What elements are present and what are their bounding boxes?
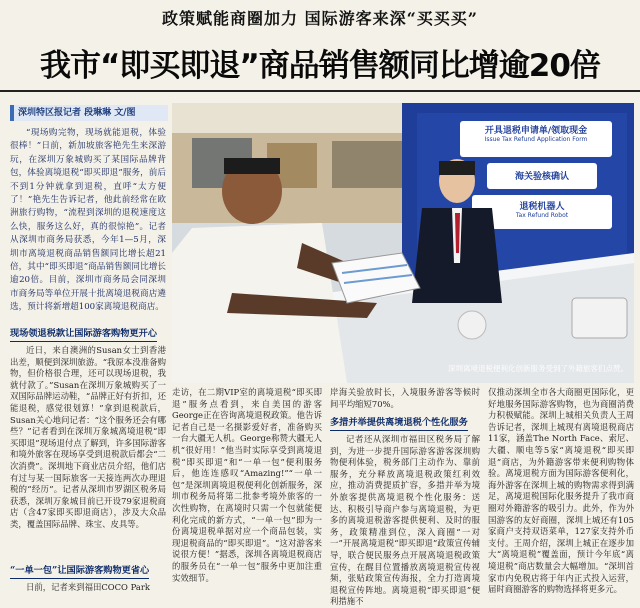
column-three-intro: 岸海关验放时长，入境服务游客等候时间平均缩短70%。 xyxy=(330,387,480,409)
photo-caption: 深圳离境退税便利化创新服务受到了外籍旅客们点赞。 xyxy=(448,364,628,373)
lead-paragraph: “現场购完物，现场就能退税，体验很棒！”日前，新加坡旅客艳先生来深游玩，在深圳万象城购买了某国际品牌背包，体验离境退税“即买即退”服务，前后不到1分钟就拿到退税，直呼“太方便了！”艳先生告诉记者，他此前经常在欧洲旅行购物，“流程到深圳的退税速度这么快，服务这么好，真的很惊艳”。记者从深圳市商务局获悉，今年1—5月，深圳市离境退税商品销售额同比增长超21倍，其中“即买即退”商品销售额同比增长逾20倍。目前，深圳市商务局会同深圳市商务局等单位开展十批离境退税商店遴选，预计将新增超100家离境退税商店。 xyxy=(10,128,166,313)
photo-illustration xyxy=(172,103,634,383)
headline: 我市“即买即退”商品销售额同比增逾20倍 xyxy=(40,48,600,84)
photo-sign-robot: 退税机器人 Tax Refund Robot xyxy=(515,202,569,219)
section-text-one-bag: 日前，记者来到福田COCO Park xyxy=(26,582,150,592)
section-title-refund: 现场领退税款让国际游客购物更开心 xyxy=(10,327,157,342)
column-three-text: 记者还从深圳市福田区税务局了解到，为进一步提升国际游客游客深圳购物便利体验，税务部门主动作为、靠前服务，充分释放离境退税政策红利效应，推动消费提质扩容，多措并举为境外旅客提供离境退税个性化服务：送达、积极引导商户参与离境退税，为更多的离境退税游客提供便利、及时的服务，政策精准到位，深入商圈“一对一”开展离境退税“即买即退”政策宣传辅导，联合便民服务点开展离境退税政策宣传，在醒目位置播放离境退税宣传视频，张贴政策宣传海报，全力打造离境退税宣传阵地。离境退税“即买即退”便利措施不 xyxy=(330,434,480,607)
section-title-personalized: 多措并举提供离境退税个性化服务 xyxy=(330,416,468,431)
news-photo xyxy=(172,103,634,383)
headline-rule xyxy=(0,90,640,92)
byline: 深圳特区报记者 段琳琳 文/图 xyxy=(10,105,168,121)
photo-sign-refund: 开具退税申请单/领取现金 Issue Tax Refund Application Form xyxy=(484,126,588,143)
column-two-text: 走访，在二期VIP室的离境退税“即买即退”服务点看到，来自美国的游客George正在咨询离境退税政策。他告诉记者自己是一名摄影爱好者，准备购买一台大疆无人机。George称赞大疆无人机“很好用！”他当时实际享受到离境退税“即买即退”和“一单一包”便利服务后，他连连感叹“Amazing!”“一单一包”是深圳离境退税便利化创新服务，深圳市税务局将第二批参考境外旅客的一次性购物，在离境时只需一个包就能便利化完成的新方式，“一单一包”即为一份离境退税单据对应一个商品包装，实现退税商品的“即买即退”。“这对游客来说很方便！”据悉，深圳各离境退税商店的服务员在“一单一包”服务中更加注重实效细节。 xyxy=(172,387,322,583)
kicker: 政策赋能商圈加力 国际游客来深“买买买” xyxy=(162,9,478,28)
column-four-text: 仅推动深圳全市各大商圈更国际化，更好地服务国际游客购物，也为商圈消费力积极赋能。深圳上城相关负责人王周告诉记者，深圳上城现有离境退税商店11家，涵盖The North Face、索尼、大疆、顺电等5家“离境退税“即买即退”商店，为外籍游客带来便利购物体验。离境退税方面为国际游客便利化，海外游客在深圳上城的购物需求得到满足，离境退税国际化服务提升了我市商圈对外籍游客的吸引力。此外，作为外国游客的友好商圈，深圳上城还有105家商户支持双语菜单，127家支持外币支付。王周介绍，深圳上城正在逐步加大“离境退税”覆盖面，预计今年底“离境退税”商店数量会大幅增加。“深圳首家市内免税店将于年内正式投入运营，届时商圈游客的购物选择将更多元。 xyxy=(488,387,634,595)
section-title-one-bag: “一单一包”让国际游客购物更省心 xyxy=(10,564,149,579)
photo-sign-customs: 海关验核确认 xyxy=(514,172,569,182)
section-text-refund: 近日，来自澳洲的Susan女士到香港出差，顺便到深圳旅游。“我原本没准备购物，但价格很合理，还可以现场退税，我就付款了。”Susan在深圳万象城购买了一双国际品牌运动鞋，“品牌正好有折扣，还能退税，感觉很划算！”拿到退税款后，Susan关心地问记者：“这个服务还会有哪些？”记者看到在深圳万象城离境退税“即买即退”现场退付点了解到，许多国际游客和境外旅客在现场享受到退税款后都会“二次消费”。深圳地下商业店员介绍，他们店有过与某一国际旅客一天接连两次办理退税的“经历”。记者从深圳市罗湖区税务局获悉，深圳万象城目前已开设79家退税商店（含47家即买即退商店），涉及大众品类，覆盖国际品牌、珠宝、皮具等。 xyxy=(10,345,166,529)
